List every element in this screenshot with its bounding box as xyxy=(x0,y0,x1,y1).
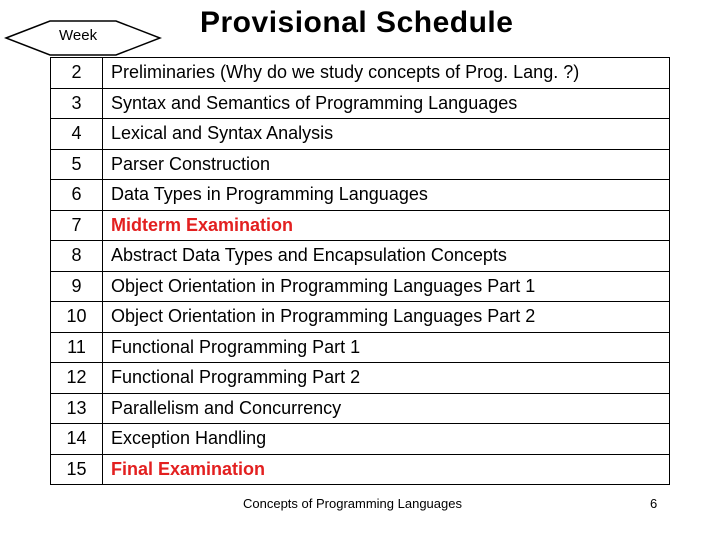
week-number: 8 xyxy=(51,241,103,272)
schedule-row xyxy=(51,363,670,394)
week-number: 15 xyxy=(51,454,103,485)
week-topic: Abstract Data Types and Encapsulation Concepts xyxy=(103,241,670,272)
slide-title: Provisional Schedule xyxy=(200,6,514,39)
schedule-row xyxy=(51,332,670,363)
week-number: 2 xyxy=(51,58,103,89)
exam-topic: Midterm Examination xyxy=(103,210,670,241)
week-topic: Functional Programming Part 1 xyxy=(103,332,670,363)
week-number: 14 xyxy=(51,424,103,455)
week-number: 4 xyxy=(51,119,103,150)
week-number: 9 xyxy=(51,271,103,302)
schedule-row xyxy=(51,454,670,485)
exam-topic: Final Examination xyxy=(103,454,670,485)
schedule-row xyxy=(51,424,670,455)
week-topic: Functional Programming Part 2 xyxy=(103,363,670,394)
schedule-row xyxy=(51,302,670,333)
schedule-row xyxy=(51,119,670,150)
schedule-row xyxy=(51,149,670,180)
week-topic: Object Orientation in Programming Languages Part 1 xyxy=(103,271,670,302)
week-number: 12 xyxy=(51,363,103,394)
week-number: 11 xyxy=(51,332,103,363)
week-number: 6 xyxy=(51,180,103,211)
week-topic: Data Types in Programming Languages xyxy=(103,180,670,211)
page-number: 6 xyxy=(650,496,658,511)
week-topic: Lexical and Syntax Analysis xyxy=(103,119,670,150)
schedule-row xyxy=(51,88,670,119)
schedule-rows xyxy=(51,58,670,485)
week-label: Week xyxy=(59,27,98,44)
week-topic: Syntax and Semantics of Programming Languages xyxy=(103,88,670,119)
week-number: 3 xyxy=(51,88,103,119)
schedule-row xyxy=(51,58,670,89)
week-number: 5 xyxy=(51,149,103,180)
schedule-row xyxy=(51,393,670,424)
week-topic: Object Orientation in Programming Languages Part 2 xyxy=(103,302,670,333)
week-topic: Parallelism and Concurrency xyxy=(103,393,670,424)
week-number: 7 xyxy=(51,210,103,241)
schedule-row xyxy=(51,180,670,211)
footer-text: Concepts of Programming Languages xyxy=(243,496,462,511)
schedule-row xyxy=(51,241,670,272)
schedule-row xyxy=(51,210,670,241)
week-number: 13 xyxy=(51,393,103,424)
week-number: 10 xyxy=(51,302,103,333)
week-topic: Parser Construction xyxy=(103,149,670,180)
week-topic: Preliminaries (Why do we study concepts of Prog. Lang. ?) xyxy=(103,58,670,89)
schedule-table xyxy=(50,57,670,485)
schedule-row xyxy=(51,271,670,302)
week-topic: Exception Handling xyxy=(103,424,670,455)
